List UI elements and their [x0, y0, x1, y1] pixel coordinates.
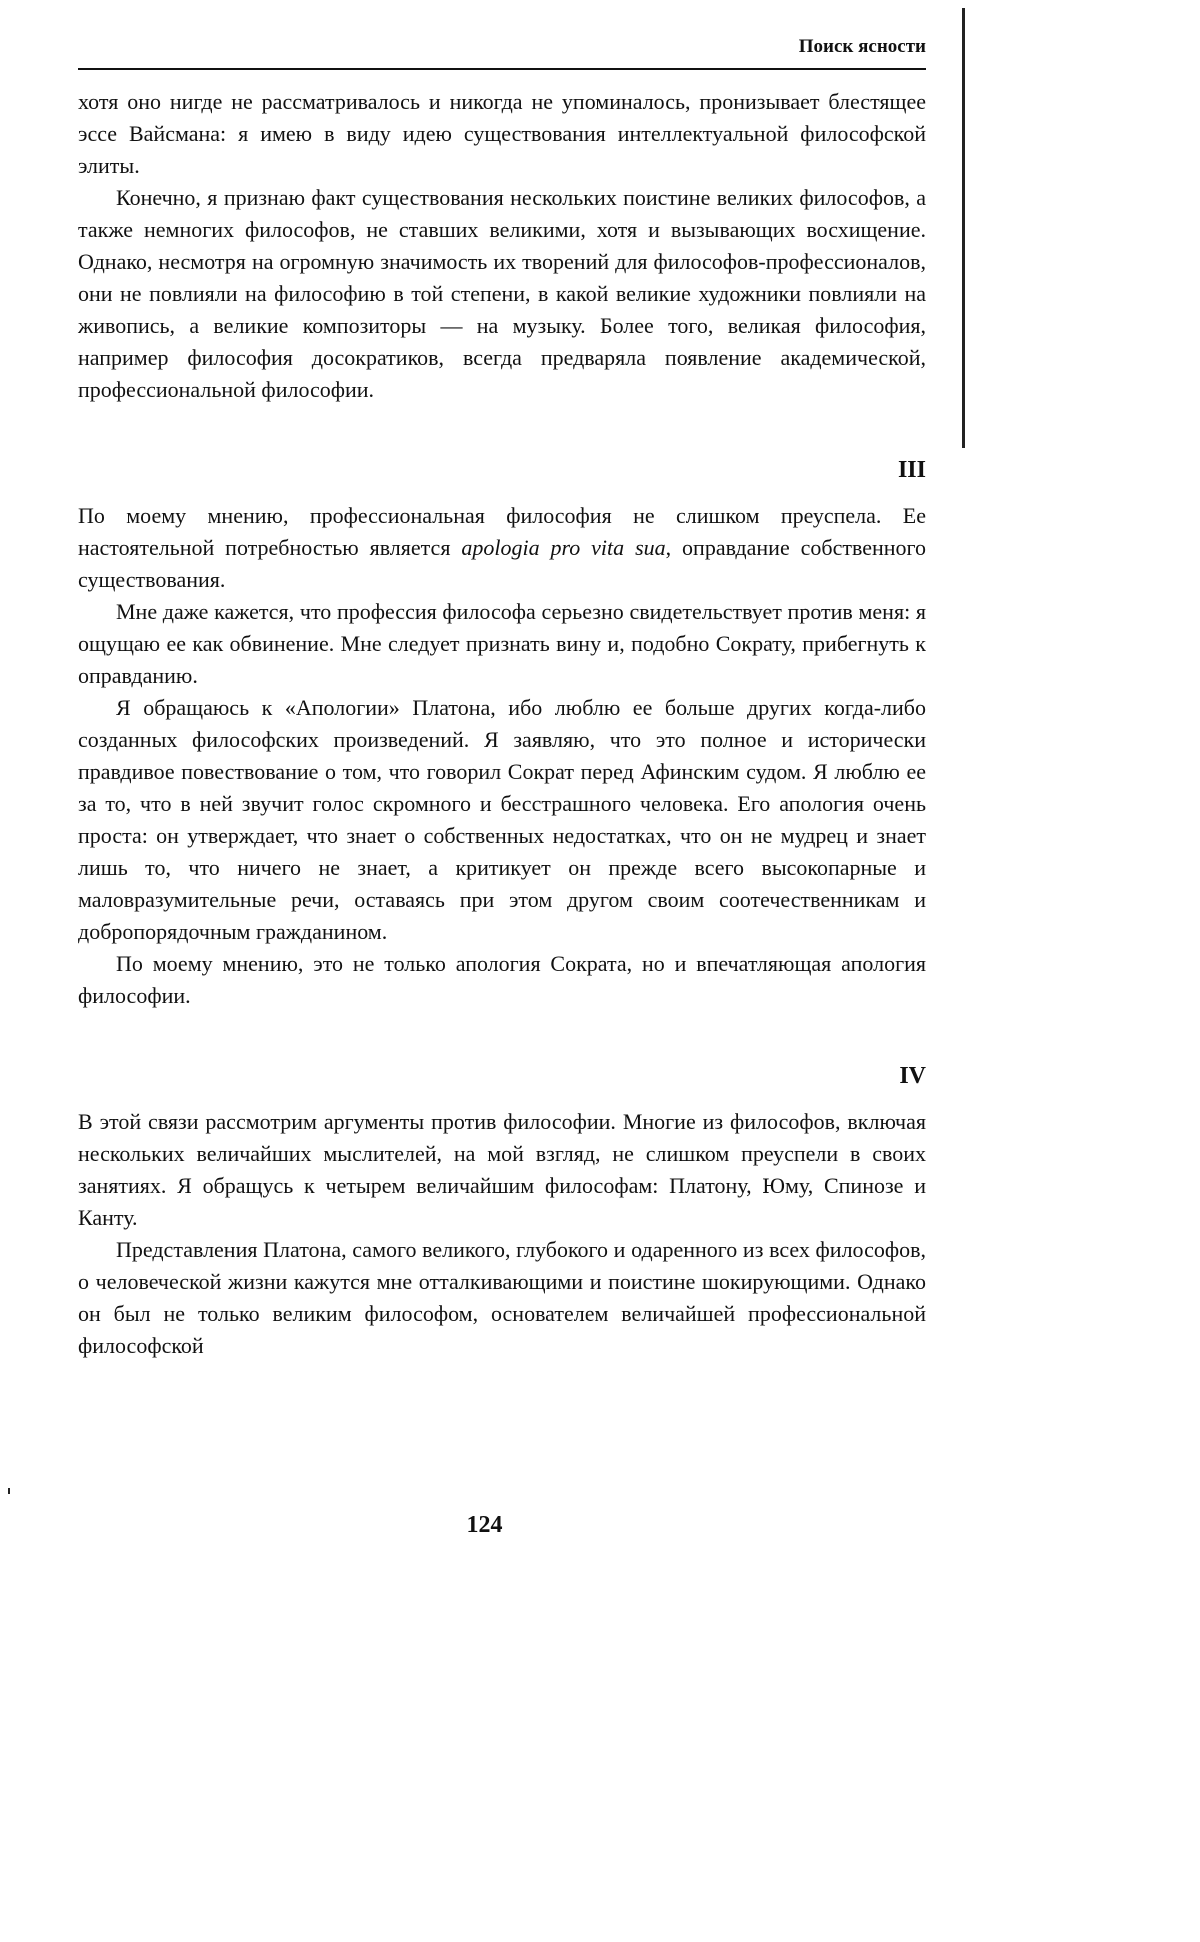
- paragraph: Я обращаюсь к «Апологии» Платона, ибо люблю ее больше других когда-либо созданных философских произведений. Я заявляю, что это полное и исторически правдивое повествование о том, что говорил Сократ перед Афинским судом. Я люблю ее за то, что в ней звучит голос скромного и бесстрашного человека. Его апология очень проста: он утверждает, что знает о собственных недостатках, что он не мудрец и знает лишь то, что ничего не знает, а критикует он прежде всего высокопарные и маловразумительные речи, оставаясь при этом другом своим соотечественникам и добропорядочным гражданином.: [78, 695, 926, 944]
- text-span: , оправдание собственного существования.: [78, 535, 927, 592]
- paragraph-continuation: хотя оно нигде не рассматривалось и никогда не упоминалось, пронизывает блестящее эссе Вайсмана: я имею в виду идею существования интеллектуальной философской элиты.: [78, 89, 926, 178]
- scan-speck: [8, 1488, 10, 1494]
- header-rule: [78, 68, 926, 70]
- paragraph: Мне даже кажется, что профессия философа серьезно свидетельствует против меня: я ощущаю ее как обвинение. Мне следует признать вину и, подобно Сократу, прибегнуть к оправданию.: [78, 599, 926, 688]
- scan-edge-mark: [962, 8, 965, 448]
- running-title: Поиск ясности: [798, 36, 926, 57]
- section-number-4: IV: [899, 1063, 926, 1089]
- body-text: [78, 86, 926, 1362]
- text-span: По моему мнению, профессиональная философия не слишком преуспела. Ее настоятельной потребностью является: [78, 503, 926, 560]
- paragraph: Представления Платона, самого великого, глубокого и одаренного из всех философов, о человеческой жизни кажутся мне отталкивающими и поистине шокирующими. Однако он был не только великим философом, основателем величайшей профессиональной философской: [78, 1237, 926, 1358]
- latin-phrase: apologia pro vita sua: [461, 535, 666, 560]
- paragraph: По моему мнению, это не только апология Сократа, но и впечатляющая апология философии.: [78, 951, 926, 1008]
- paragraph: Конечно, я признаю факт существования нескольких поистине великих философов, а также немногих философов, не ставших великими, хотя и вызывающих восхищение. Однако, несмотря на огромную значимость их творений для философов-профессионалов, они не повлияли на философию в той степени, в какой великие художники повлияли на живопись, а великие композиторы — на музыку. Более того, великая философия, например философия досократиков, всегда предваряла появление академической, профессиональной философии.: [78, 185, 926, 402]
- section-4-first-paragraph: В этой связи рассмотрим аргументы против философии. Многие из философов, включая нескольких величайших мыслителей, на мой взгляд, не слишком преуспели в своих занятиях. Я обращусь к четырем величайшим философам: Платону, Юму, Спинозе и Канту.: [78, 1109, 926, 1230]
- page-number: 124: [466, 1512, 503, 1538]
- section-number-3: III: [897, 457, 926, 483]
- section-3-first-paragraph: [78, 500, 926, 596]
